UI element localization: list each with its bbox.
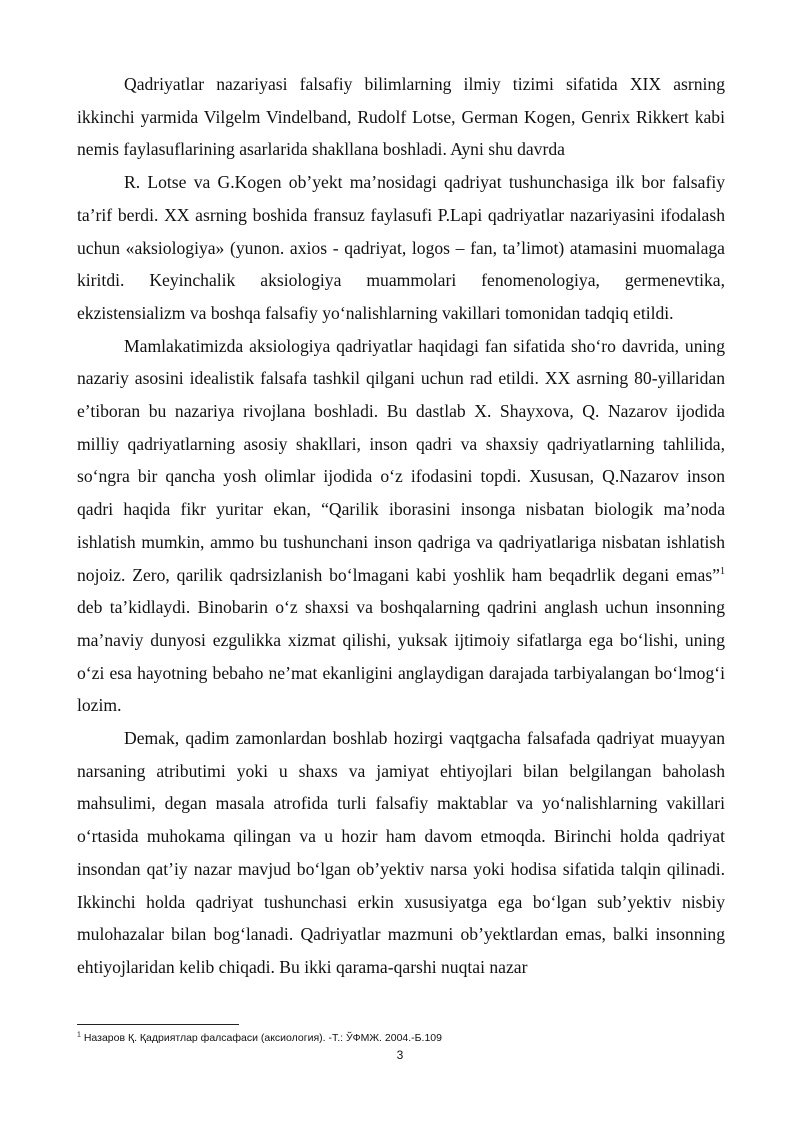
footnote-mark: 1 bbox=[77, 1031, 81, 1039]
paragraph-1: Qadriyatlar nazariyasi falsafiy bilimlarning ilmiy tizimi sifatida XIX asrning ikkinchi yarmida Vilgelm Vindelband, Rudolf Lotse, German Kogen, Genrix Rikkert kabi nemis faylasuflarining asarlarida shakllana boshladi. Ayni shu davrda bbox=[77, 74, 725, 160]
footnote-separator bbox=[77, 1024, 239, 1025]
paragraph-3 bbox=[77, 330, 725, 722]
page-number: 3 bbox=[396, 1048, 404, 1062]
footnote-reference: 1 bbox=[720, 565, 725, 577]
paragraph-3-text-after: deb ta’kidlaydi. Binobarin o‘z shaxsi va boshqalarning qadrini anglash uchun insonning ma’naviy dunyosi ezgulikka xizmat qilishi, yuksak ijtimoiy sifatlarga ega bo‘lishi, uning o‘zi esa hayotning bebaho ne’mat ekanligini anglaydigan darajada tarbiyalangan bo‘lmog‘i lozim. bbox=[77, 597, 725, 716]
paragraph-4: Demak, qadim zamonlardan boshlab hozirgi vaqtgacha falsafada qadriyat muayyan narsaning atributimi yoki u shaxs va jamiyat ehtiyojlari bilan belgilangan baholash mahsulimi, degan masala atrofida turli falsafiy maktablar va yo‘nalishlarning vakillari o‘rtasida muhokama qilingan va u hozir ham davom etmoqda. Birinchi holda qadriyat insondan qat’iy nazar mavjud bo‘lgan ob’yektiv narsa yoki hodisa sifatida talqin qilinadi. Ikkinchi holda qadriyat tushunchasi erkin xususiyatga ega bo‘lgan sub’yektiv nisbiy mulohazalar bilan bog‘lanadi. Qadriyatlar mazmuni ob’yektlardan emas, balki insonning ehtiyojlaridan kelib chiqadi. Bu ikki qarama-qarshi nuqtai nazar bbox=[77, 728, 725, 977]
footnote bbox=[77, 1031, 725, 1045]
paragraph-3-text-before: Mamlakatimizda aksiologiya qadriyatlar haqidagi fan sifatida sho‘ro davrida, uning nazariy asosini idealistik falsafa tashkil qilgani uchun rad etildi. XX asrning 80-yillaridan e’tiboran bu nazariya rivojlana boshladi. Bu dastlab X. Shayxova, Q. Nazarov ijodida milliy qadriyatlarning asosiy shakllari, inson qadri va shaxsiy qadriyatlarning tahlilida, so‘ngra bir qancha yosh olimlar ijodida o‘z ifodasini topdi. Xususan, Q.Nazarov inson qadri haqida fikr yuritar ekan, “Qarilik iborasini insonga nisbatan biologik ma’noda ishlatish mumkin, ammo bu tushunchani inson qadriga va qadriyatlariga nisbatan ishlatish nojoiz. Zero, qarilik qadrsizlanish bo‘lmagani kabi yoshlik ham beqadrlik degani emas” bbox=[77, 335, 725, 585]
paragraph-2: R. Lotse va G.Kogen ob’yekt ma’nosidagi qadriyat tushunchasiga ilk bor falsafiy ta’rif berdi. XX asrning boshida fransuz faylasufi P.Lapi qadriyatlar nazariyasini ifodalash uchun «aksiologiya» (yunon. axios - qadriyat, logos – fan, ta’limot) atamasini muomalaga kiritdi. Keyinchalik aksiologiya muammolari fenomenologiya, germenevtika, ekzistensializm va boshqa falsafiy yo‘nalishlarning vakillari tomonidan tadqiq etildi. bbox=[77, 172, 725, 323]
footnote-text: Назаров Қ. Қадриятлар фалсафаси (аксиология). -Т.: ЎФМЖ. 2004.-Б.109 bbox=[80, 1032, 442, 1044]
body-text bbox=[77, 68, 725, 984]
